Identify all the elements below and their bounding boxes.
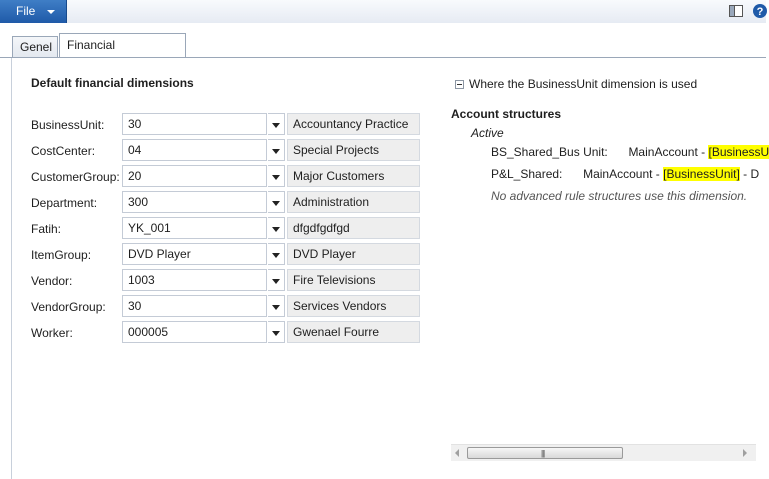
- costcenter-dropdown-button[interactable]: [268, 139, 285, 161]
- dimension-label: BusinessUnit:: [31, 118, 105, 132]
- structure-highlight: [BusinessUnit]: [663, 167, 740, 181]
- chevron-down-icon: [47, 10, 55, 14]
- structure-name: BS_Shared_Bus Unit:: [491, 145, 608, 159]
- file-menu-button[interactable]: [0, 0, 67, 23]
- worker-dropdown-button[interactable]: [268, 321, 285, 343]
- structure-segment: MainAccount -: [628, 145, 709, 159]
- itemgroup-dropdown-button[interactable]: [268, 243, 285, 265]
- chevron-down-icon: [272, 279, 280, 284]
- dimension-description: Accountancy Practice: [287, 113, 420, 135]
- customergroup-dropdown-button[interactable]: [268, 165, 285, 187]
- tab-label: Financial: [67, 38, 116, 52]
- chevron-down-icon: [272, 123, 280, 128]
- layout-icon[interactable]: [728, 3, 744, 19]
- active-label: Active: [471, 126, 504, 140]
- structure-row-pl-shared[interactable]: [491, 167, 759, 181]
- dimension-row-vendor: [0, 269, 430, 293]
- chevron-down-icon: [272, 149, 280, 154]
- file-menu-label: File: [16, 4, 36, 18]
- dimension-row-itemgroup: [0, 243, 430, 267]
- tab-strip: [0, 23, 766, 58]
- dimension-description: Special Projects: [287, 139, 420, 161]
- dimension-description: Fire Televisions: [287, 269, 420, 291]
- no-advanced-rules-note: No advanced rule structures use this dimension.: [491, 189, 748, 203]
- dimension-label: CustomerGroup:: [31, 170, 120, 184]
- dimension-row-businessunit: [0, 113, 430, 137]
- tab-genel[interactable]: [12, 36, 58, 58]
- tab-label: Genel: [20, 40, 53, 54]
- scroll-left-icon[interactable]: [455, 449, 459, 457]
- dimension-label: Fatih:: [31, 222, 62, 236]
- chevron-down-icon: [272, 227, 280, 232]
- vendor-input[interactable]: 1003: [122, 269, 267, 291]
- chevron-down-icon: [272, 253, 280, 258]
- itemgroup-input[interactable]: DVD Player: [122, 243, 267, 265]
- chevron-down-icon: [272, 331, 280, 336]
- ribbon-bar: [0, 0, 766, 24]
- dimension-label: CostCenter:: [31, 144, 96, 158]
- collapse-icon[interactable]: [455, 80, 464, 89]
- costcenter-input[interactable]: 04: [122, 139, 267, 161]
- fatih-dropdown-button[interactable]: [268, 217, 285, 239]
- default-dimensions-title: Default financial dimensions: [31, 76, 194, 90]
- account-structures-title: Account structures: [451, 107, 562, 121]
- vendorgroup-input[interactable]: 30: [122, 295, 267, 317]
- businessunit-dropdown-button[interactable]: [268, 113, 285, 135]
- chevron-down-icon: [272, 175, 280, 180]
- svg-text:?: ?: [756, 6, 764, 18]
- structure-highlight: [BusinessU: [708, 145, 769, 159]
- dimension-label: VendorGroup:: [31, 300, 106, 314]
- tab-financial-dimensions[interactable]: [59, 33, 186, 58]
- dimension-row-vendorgroup: [0, 295, 430, 319]
- horizontal-scrollbar[interactable]: [451, 444, 756, 461]
- dimension-description: dfgdfgdfgd: [287, 217, 420, 239]
- customergroup-input[interactable]: 20: [122, 165, 267, 187]
- dimension-row-department: [0, 191, 430, 215]
- vendorgroup-dropdown-button[interactable]: [268, 295, 285, 317]
- dimension-label: Department:: [31, 196, 98, 210]
- dimension-description: Major Customers: [287, 165, 420, 187]
- department-input[interactable]: 300: [122, 191, 267, 213]
- dimension-label: ItemGroup:: [31, 248, 92, 262]
- structure-row-bs-shared[interactable]: [491, 145, 769, 159]
- structure-name: P&L_Shared:: [491, 167, 563, 181]
- dimension-description: Services Vendors: [287, 295, 420, 317]
- structure-segment: MainAccount -: [583, 167, 664, 181]
- dimension-description: Administration: [287, 191, 420, 213]
- help-icon[interactable]: [752, 3, 768, 19]
- dimension-description: DVD Player: [287, 243, 420, 265]
- scroll-right-icon[interactable]: [743, 449, 747, 457]
- dimension-label: Worker:: [31, 326, 73, 340]
- dimension-row-costcenter: [0, 139, 430, 163]
- department-dropdown-button[interactable]: [268, 191, 285, 213]
- scrollbar-thumb[interactable]: [467, 447, 623, 459]
- chevron-down-icon: [272, 305, 280, 310]
- where-used-header: Where the BusinessUnit dimension is used: [469, 77, 698, 91]
- vendor-dropdown-button[interactable]: [268, 269, 285, 291]
- grip-icon: |||: [541, 449, 545, 458]
- dimension-row-customergroup: [0, 165, 430, 189]
- fatih-input[interactable]: YK_001: [122, 217, 267, 239]
- dimension-row-worker: [0, 321, 430, 345]
- dimension-description: Gwenael Fourre: [287, 321, 420, 343]
- structure-rest: - D: [739, 167, 760, 181]
- businessunit-input[interactable]: 30: [122, 113, 267, 135]
- chevron-down-icon: [272, 201, 280, 206]
- dimension-label: Vendor:: [31, 274, 73, 288]
- dimension-row-fatih: [0, 217, 430, 241]
- worker-input[interactable]: 000005: [122, 321, 267, 343]
